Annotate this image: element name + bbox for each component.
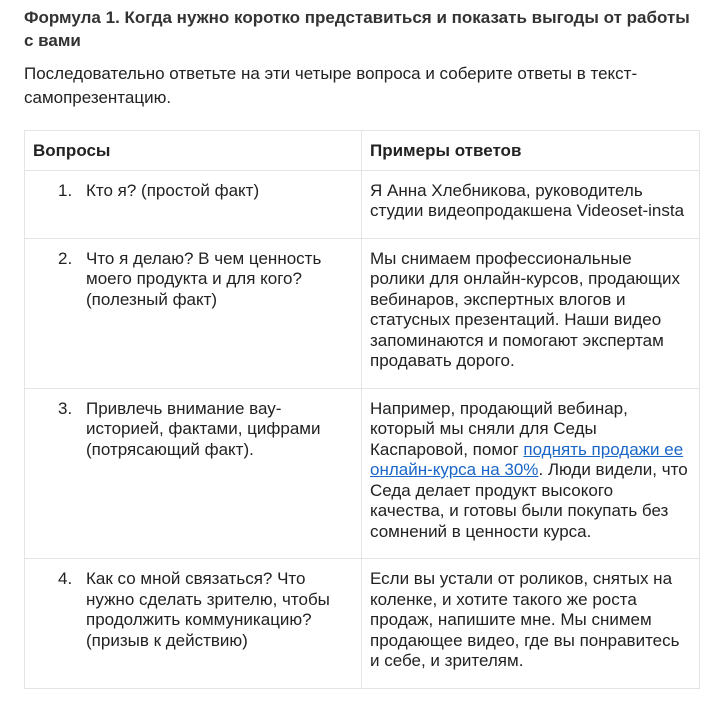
question-text: Кто я? (простой факт): [86, 180, 260, 200]
table-row: [25, 238, 700, 388]
table-row: [25, 559, 700, 689]
question-cell: [25, 559, 362, 689]
answer-cell: Если вы устали от роликов, снятых на коленке, и хотите такого же роста продаж, напишите мне. Мы снимем продающее видео, где вы понравитесь и себе, и зрителям.: [362, 559, 700, 689]
article: [24, 0, 700, 689]
question-number: 3.: [58, 398, 73, 418]
column-header-questions: Вопросы: [25, 131, 362, 171]
section-heading: Формула 1. Когда нужно коротко представиться и показать выгоды от работы с вами: [24, 8, 690, 50]
sales-growth-link[interactable]: поднять продажи ее онлайн-курса на 30%: [370, 439, 684, 479]
question-cell: [25, 170, 362, 238]
answer-text-end: . Люди видели, что Седа делает продукт высокого качества, и готовы были покупать без сомнений в ценности курса.: [370, 460, 688, 541]
answer-cell: Я Анна Хлебникова, руководитель студии видеопродакшена Videoset-insta: [362, 170, 700, 238]
question-cell: [25, 388, 362, 559]
question-text: Привлечь внимание вау-историей, фактами, цифрами (потрясающий факт).: [86, 398, 321, 459]
answer-text-start: Например, продающий вебинар, который мы сняли для Седы Каспаровой, помог: [370, 398, 628, 459]
column-header-answers: Примеры ответов: [362, 131, 700, 171]
answer-cell: [362, 388, 700, 559]
question-number: 2.: [58, 248, 73, 268]
question-number: 1.: [58, 180, 73, 200]
question-text: Как со мной связаться? Что нужно сделать зрителю, чтобы продолжить коммуникацию? (призыв к действию): [86, 569, 330, 650]
question-number: 4.: [58, 569, 73, 588]
intro-paragraph: Последовательно ответьте на эти четыре вопроса и соберите ответы в текст-самопрезентацию.: [24, 64, 638, 107]
table-header-row: [25, 131, 700, 171]
table-row: [25, 170, 700, 238]
question-text: Что я делаю? В чем ценность моего продукта и для кого? (полезный факт): [86, 248, 322, 309]
formula-table: [24, 130, 700, 689]
table-row: [25, 388, 700, 559]
question-cell: [25, 238, 362, 388]
answer-cell: Мы снимаем профессиональные ролики для онлайн-курсов, продающих вебинаров, экспертных влогов и статусных презентаций. Наши видео запоминаются и помогают экспертам продавать дорого.: [362, 238, 700, 388]
